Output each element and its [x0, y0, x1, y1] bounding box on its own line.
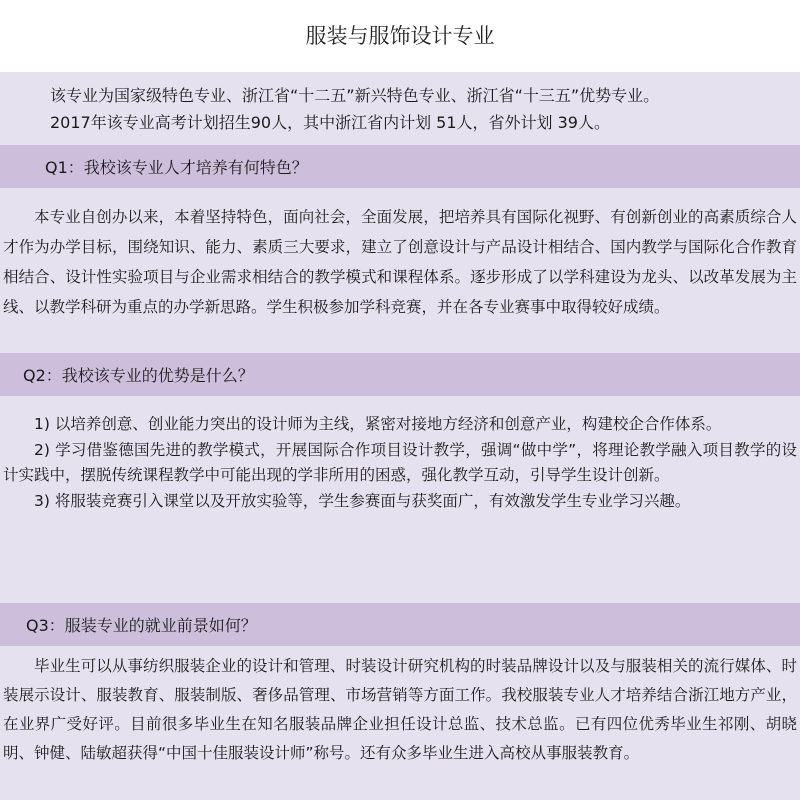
- intro-line-2: 2017年该专业高考计划招生90人，其中浙江省内计划 51人，省外计划 39人。: [50, 113, 610, 132]
- answer-paragraph: 1) 以培养创意、创业能力突出的设计师为主线，紧密对接地方经济和创意产业，构建校企合作体系。: [34, 415, 722, 433]
- answer-paragraph: 3) 将服装竞赛引入课堂以及开放实验等，学生参赛面与获奖面广，有效激发学生专业学习兴趣。: [34, 491, 691, 510]
- question-band-q2: [0, 353, 800, 396]
- answer-paragraph: 2) 学习借鉴德国先进的教学模式，开展国际合作项目设计教学，强调“做中学”，将理论教学融入项目教学的设计实践中，摆脱传统课程教学中可能出现的学非所用的困惑，强化教学互动，引导学生设计创新。: [3, 440, 797, 484]
- intro-line-1: 该专业为国家级特色专业、浙江省“十二五”新兴特色专业、浙江省“十三五”优势专业。: [50, 86, 660, 105]
- question-heading: Q3：服装专业的就业前景如何？: [26, 616, 257, 635]
- intro-section: [50, 82, 770, 136]
- page-title: 服装与服饰设计专业: [305, 24, 495, 48]
- answer-q2: [3, 412, 797, 514]
- page-header: [0, 0, 800, 72]
- question-heading: Q2：我校该专业的优势是什么？: [23, 366, 254, 385]
- answer-paragraph: 毕业生可以从事纺织服装企业的设计和管理、时装设计研究机构的时装品牌设计以及与服装相关的流行媒体、时装展示设计、服装教育、服装制版、奢侈品管理、市场营销等方面工作。我校服装专业人才培养结合浙江地方产业，在业界广受好评。目前很多毕业生在知名服装品牌企业担任设计总监、技术总监。已有四位优秀毕业生祁刚、胡晓明、钟健、陆敏超获得“中国十佳服装设计师”称号。还有众多毕业生进入高校从事服装教育。: [3, 657, 797, 762]
- answer-paragraph: 本专业自创办以来，本着坚持特色，面向社会，全面发展，把培养具有国际化视野、有创新创业的高素质综合人才作为办学目标，围绕知识、能力、素质三大要求，建立了创意设计与产品设计相结合、国内教学与国际化合作教育相结合、设计性实验项目与企业需求相结合的教学模式和课程体系。逐步形成了以学科建设为龙头、以改革发展为主线、以教学科研为重点的办学新思路。学生积极参加学科竞赛，并在各专业赛事中取得较好成绩。: [3, 208, 797, 316]
- question-band-q1: [0, 145, 800, 188]
- answer-q1: [3, 202, 797, 322]
- answer-q3: [3, 652, 797, 768]
- question-band-q3: [0, 603, 800, 646]
- question-heading: Q1：我校该专业人才培养有何特色？: [45, 158, 308, 177]
